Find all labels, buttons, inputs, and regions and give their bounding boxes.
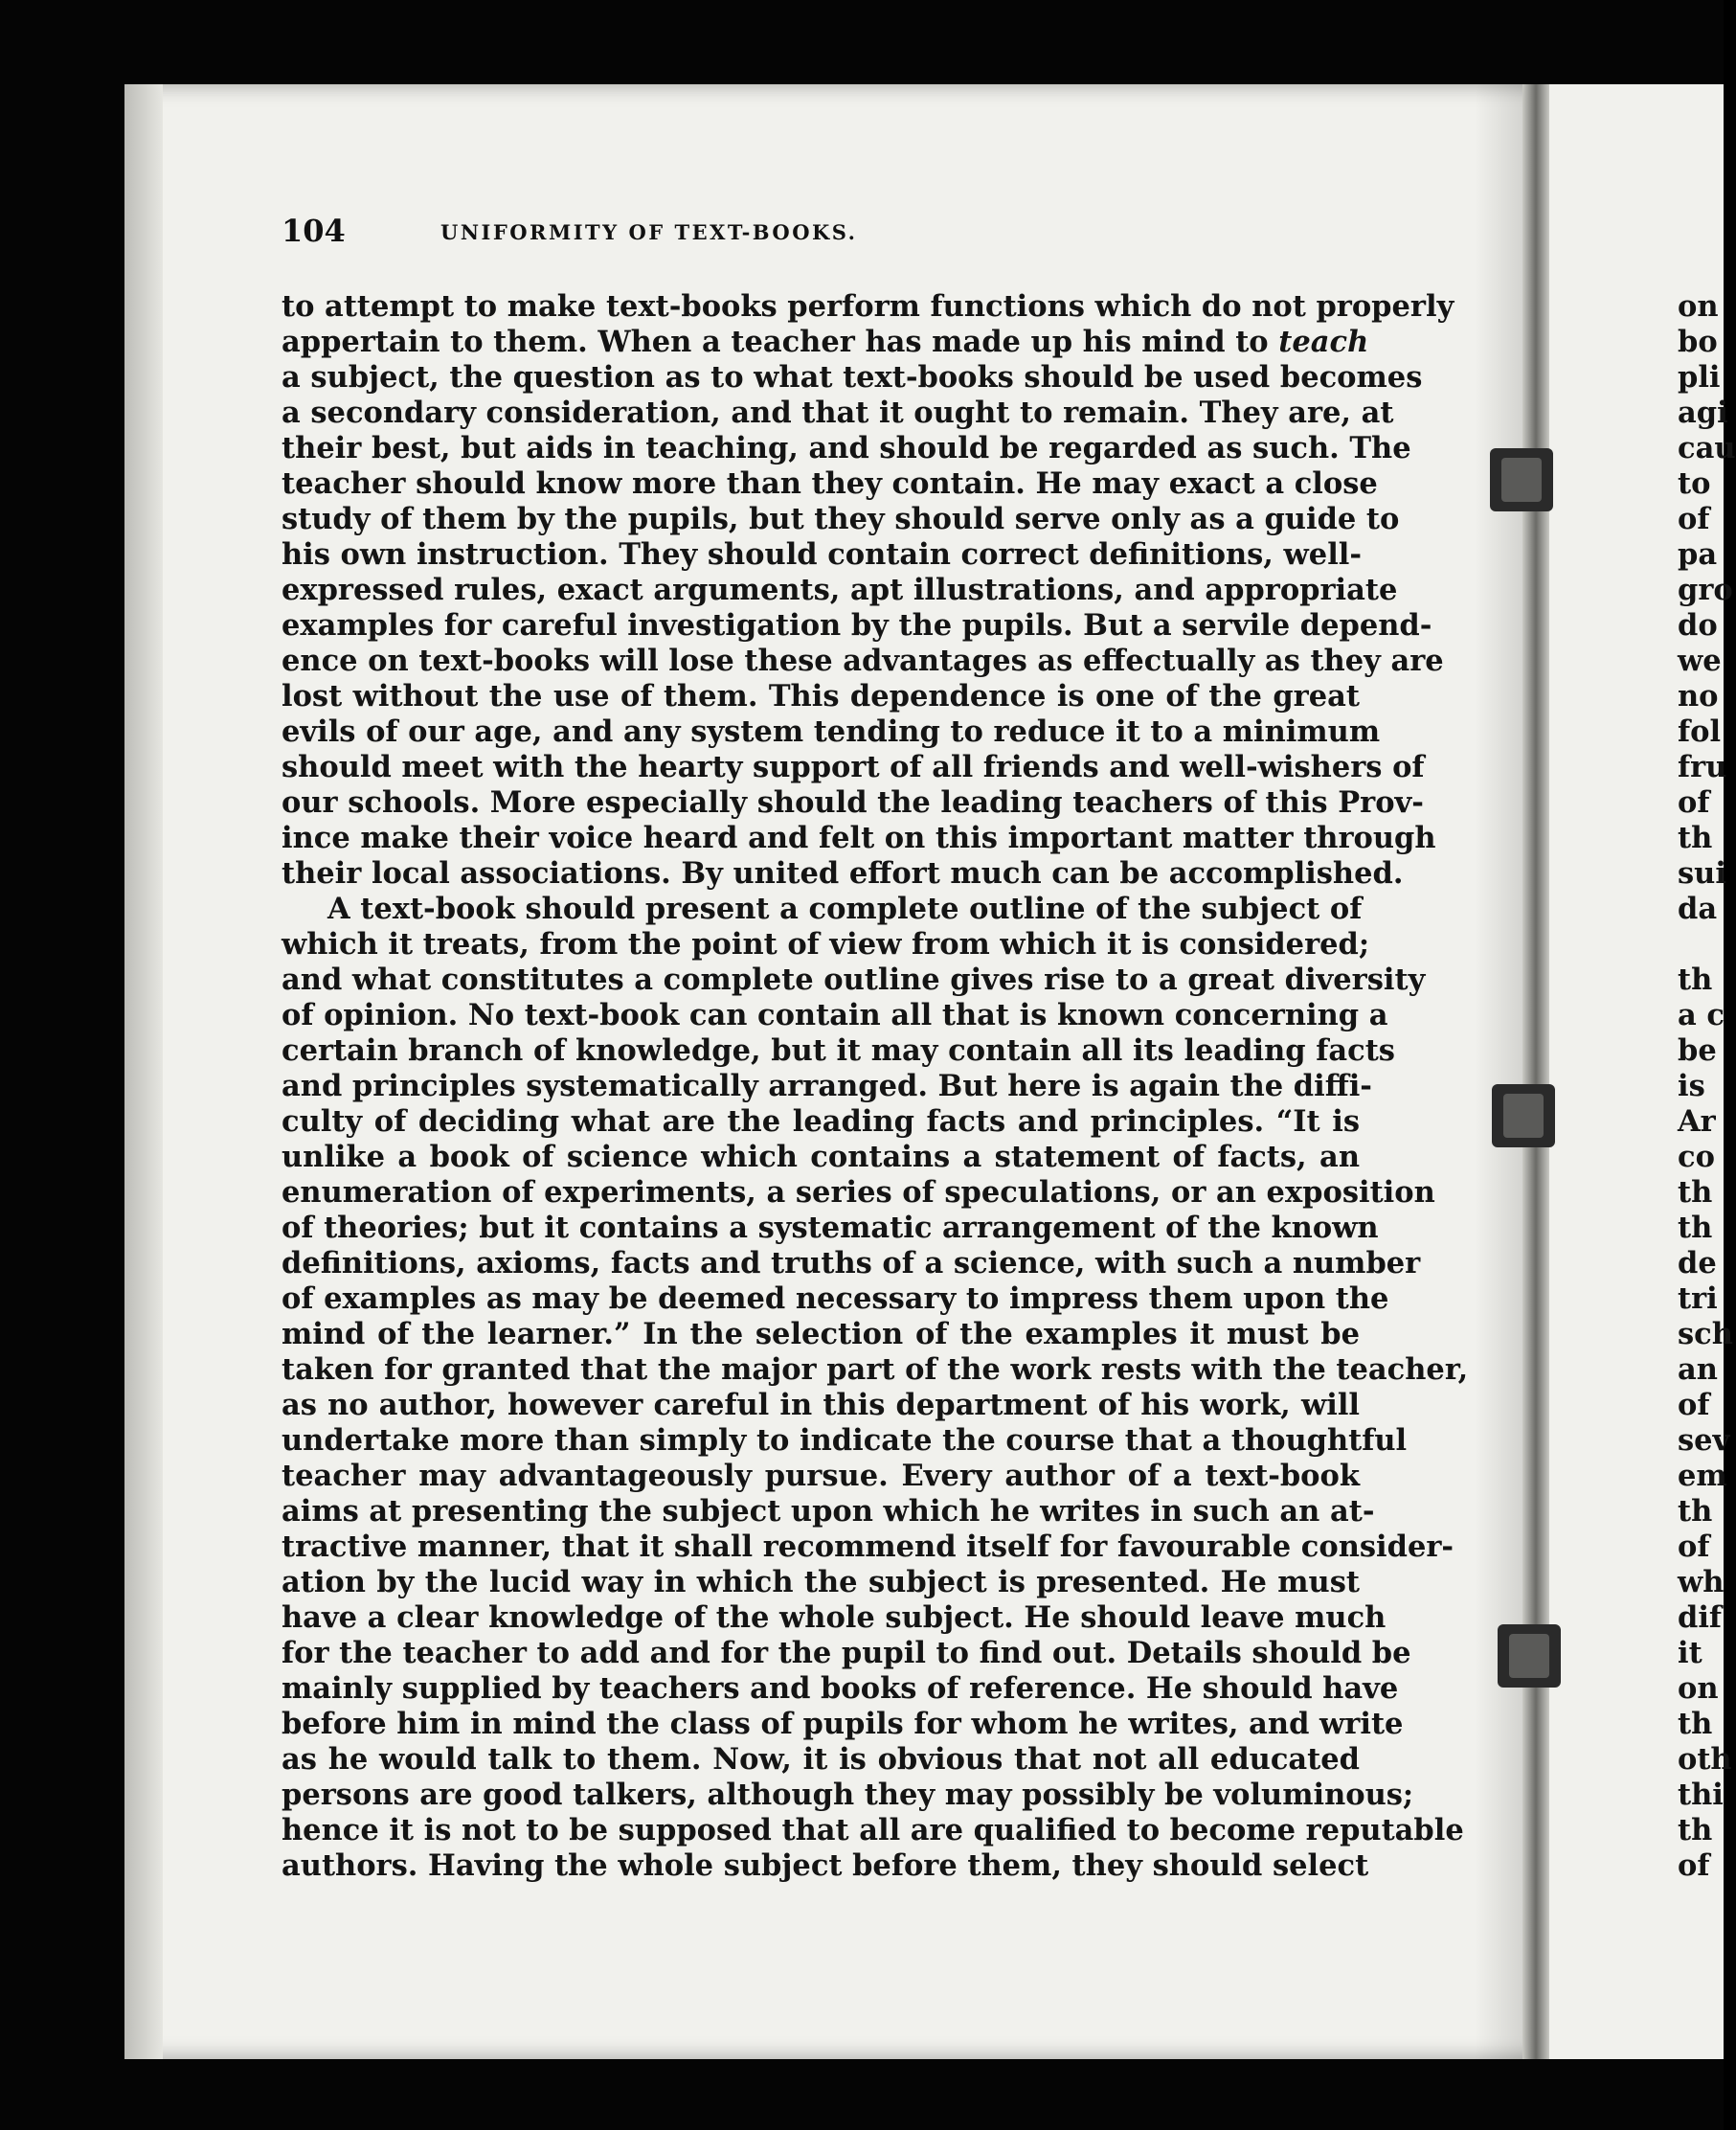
facing-line: fru bbox=[1678, 750, 1727, 784]
facing-line: of bbox=[1678, 1530, 1710, 1564]
text-line: tractive manner, that it shall recommend itself for favourable consider- bbox=[282, 1530, 1454, 1564]
text-line: hence it is not to be supposed that all are qualified to become reputable bbox=[282, 1813, 1464, 1847]
facing-line: on bbox=[1678, 1671, 1719, 1706]
scan-border-bottom bbox=[0, 2059, 1724, 2130]
facing-line: th bbox=[1678, 1813, 1713, 1847]
text-line: of theories; but it contains a systematic arrangement of the known bbox=[282, 1211, 1379, 1245]
facing-line: th bbox=[1678, 963, 1713, 997]
emphasized-word: teach bbox=[1278, 325, 1369, 359]
text-line: for the teacher to add and for the pupil to find out. Details should be bbox=[282, 1636, 1411, 1670]
facing-line: bo bbox=[1678, 325, 1718, 359]
text-line: a secondary consideration, and that it ought to remain. They are, at bbox=[282, 396, 1394, 430]
body-text bbox=[282, 289, 1469, 1884]
facing-line: em bbox=[1678, 1459, 1727, 1493]
facing-line: on bbox=[1678, 289, 1719, 324]
facing-line: fol bbox=[1678, 714, 1722, 749]
text-line-prefix: appertain to them. When a teacher has made up his mind to bbox=[282, 325, 1279, 359]
text-line: unlike a book of science which contains a statement of facts, an bbox=[282, 1140, 1360, 1174]
text-line: A text-book should present a complete outline of the subject of bbox=[327, 892, 1363, 926]
facing-line: de bbox=[1678, 1246, 1717, 1280]
text-line: definitions, axioms, facts and truths of a science, with such a number bbox=[282, 1246, 1421, 1280]
facing-line: sev bbox=[1678, 1423, 1730, 1458]
text-line bbox=[282, 325, 1369, 360]
text-line: teacher should know more than they contain. He may exact a close bbox=[282, 466, 1378, 501]
text-line: aims at presenting the subject upon which he writes in such an at- bbox=[282, 1494, 1375, 1529]
binding-clip-mark bbox=[1492, 1084, 1555, 1147]
facing-line: th bbox=[1678, 1707, 1713, 1741]
facing-line: pli bbox=[1678, 360, 1721, 395]
running-head bbox=[282, 213, 1364, 251]
facing-line: th bbox=[1678, 1494, 1713, 1529]
text-line: their best, but aids in teaching, and should be regarded as such. The bbox=[282, 431, 1411, 465]
text-line: ation by the lucid way in which the subject is presented. He must bbox=[282, 1565, 1360, 1599]
facing-line: a c bbox=[1678, 998, 1725, 1032]
text-line: teacher may advantageously pursue. Every author of a text-book bbox=[282, 1459, 1360, 1493]
text-line: ence on text-books will lose these advantages as effectually as they are bbox=[282, 644, 1444, 678]
text-line: a subject, the question as to what text-books should be used becomes bbox=[282, 360, 1423, 395]
facing-line: be bbox=[1678, 1033, 1717, 1068]
facing-line: no bbox=[1678, 679, 1719, 714]
text-line: have a clear knowledge of the whole subject. He should leave much bbox=[282, 1600, 1387, 1635]
text-line: as no author, however careful in this department of his work, will bbox=[282, 1388, 1360, 1422]
text-line: certain branch of knowledge, but it may contain all its leading facts bbox=[282, 1033, 1395, 1068]
text-line: study of them by the pupils, but they should serve only as a guide to bbox=[282, 502, 1400, 536]
binding-clip-mark bbox=[1498, 1624, 1561, 1688]
facing-line: it bbox=[1678, 1636, 1702, 1670]
facing-line: an bbox=[1678, 1352, 1718, 1387]
facing-line: is bbox=[1678, 1069, 1705, 1103]
facing-line: of bbox=[1678, 502, 1710, 536]
text-line: his own instruction. They should contain correct definitions, well- bbox=[282, 537, 1363, 572]
binding-clip-mark bbox=[1490, 448, 1553, 511]
facing-line: oth bbox=[1678, 1742, 1732, 1777]
facing-line: da bbox=[1678, 892, 1718, 926]
text-line: mind of the learner.” In the selection of the examples it must be bbox=[282, 1317, 1360, 1351]
text-line: as he would talk to them. Now, it is obvious that not all educated bbox=[282, 1742, 1360, 1777]
gutter-shadow bbox=[1475, 84, 1522, 2059]
facing-line: co bbox=[1678, 1140, 1715, 1174]
facing-line: Ar bbox=[1678, 1104, 1716, 1139]
text-line: which it treats, from the point of view from which it is considered; bbox=[282, 927, 1370, 962]
facing-line: we bbox=[1678, 644, 1722, 678]
text-line: before him in mind the class of pupils for whom he writes, and write bbox=[282, 1707, 1404, 1741]
facing-line: of bbox=[1678, 1848, 1710, 1883]
facing-line: wh bbox=[1678, 1565, 1725, 1599]
text-line: and principles systematically arranged. But here is again the diffi- bbox=[282, 1069, 1372, 1103]
facing-line: thi bbox=[1678, 1778, 1724, 1812]
text-line: should meet with the hearty support of all friends and well-wishers of bbox=[282, 750, 1425, 784]
text-line: mainly supplied by teachers and books of reference. He should have bbox=[282, 1671, 1399, 1706]
text-line: evils of our age, and any system tending to reduce it to a minimum bbox=[282, 714, 1381, 749]
facing-line: to bbox=[1678, 466, 1711, 501]
book-gutter bbox=[1522, 84, 1549, 2059]
text-line: undertake more than simply to indicate the course that a thoughtful bbox=[282, 1423, 1408, 1458]
page-edge-shadow bbox=[124, 84, 163, 2059]
text-line: lost without the use of them. This dependence is one of the great bbox=[282, 679, 1360, 714]
facing-line: agi bbox=[1678, 396, 1728, 430]
text-line: examples for careful investigation by the pupils. But a servile depend- bbox=[282, 608, 1432, 643]
facing-line: th bbox=[1678, 1211, 1713, 1245]
text-line: persons are good talkers, although they may possibly be voluminous; bbox=[282, 1778, 1414, 1812]
facing-line: cau bbox=[1678, 431, 1736, 465]
section-title: UNIFORMITY OF TEXT-BOOKS. bbox=[440, 220, 858, 244]
text-line: ince make their voice heard and felt on this important matter through bbox=[282, 821, 1436, 855]
text-line: enumeration of experiments, a series of speculations, or an exposition bbox=[282, 1175, 1435, 1210]
facing-line: of bbox=[1678, 1388, 1710, 1422]
facing-line: of bbox=[1678, 785, 1710, 820]
facing-line: sch bbox=[1678, 1317, 1733, 1351]
facing-line: th bbox=[1678, 821, 1713, 855]
text-line: of examples as may be deemed necessary to impress them upon the bbox=[282, 1281, 1389, 1316]
text-line: of opinion. No text-book can contain all that is known concerning a bbox=[282, 998, 1388, 1032]
facing-line: th bbox=[1678, 1175, 1713, 1210]
facing-line bbox=[1678, 927, 1724, 963]
facing-line: tri bbox=[1678, 1281, 1718, 1316]
facing-line: do bbox=[1678, 608, 1718, 643]
text-line: their local associations. By united effort much can be accomplished. bbox=[282, 856, 1404, 891]
facing-line: gro bbox=[1678, 573, 1733, 607]
text-line: taken for granted that the major part of the work rests with the teacher, bbox=[282, 1352, 1469, 1387]
text-line: culty of deciding what are the leading facts and principles. “It is bbox=[282, 1104, 1360, 1139]
text-line: and what constitutes a complete outline gives rise to a great diversity bbox=[282, 963, 1426, 997]
page-number: 104 bbox=[282, 213, 346, 249]
facing-line: dif bbox=[1678, 1600, 1723, 1635]
text-line: to attempt to make text-books perform functions which do not properly bbox=[282, 289, 1454, 324]
text-line: expressed rules, exact arguments, apt illustrations, and appropriate bbox=[282, 573, 1398, 607]
scan-border-top bbox=[0, 0, 1724, 84]
facing-line: sui bbox=[1678, 856, 1726, 891]
scan-border-left bbox=[0, 0, 124, 2130]
facing-page-text bbox=[1678, 289, 1736, 1884]
text-line: our schools. More especially should the leading teachers of this Prov- bbox=[282, 785, 1424, 820]
facing-line: pa bbox=[1678, 537, 1718, 572]
text-line: authors. Having the whole subject before them, they should select bbox=[282, 1848, 1369, 1883]
